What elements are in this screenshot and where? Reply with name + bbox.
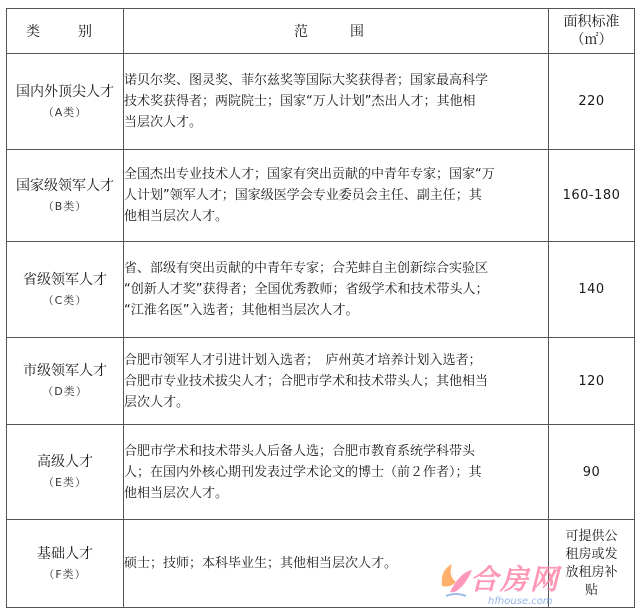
category-code: （E类） bbox=[43, 476, 87, 489]
area-value: 90 bbox=[549, 425, 635, 520]
scope-line: 合肥市学术和技术带头人后备人选；合肥市教育系统学科带头 bbox=[124, 443, 476, 459]
scope-cell bbox=[124, 425, 549, 520]
category-code: （C类） bbox=[42, 293, 88, 307]
scope-line: 省、部级有突出贡献的中青年专家；合芜蚌自主创新综合实验区 bbox=[124, 261, 489, 276]
table-row bbox=[7, 242, 635, 338]
category-cell bbox=[7, 338, 124, 425]
scope-line: 技术奖获得者；两院院士；国家“万人计划”杰出人才；其他相 bbox=[124, 94, 476, 109]
header-type: 类 别 bbox=[7, 9, 124, 54]
scope-line: “创新人才奖”获得者；全国优秀教师；省级学术和技术带头人； bbox=[124, 282, 489, 297]
category-cell bbox=[7, 150, 124, 242]
scope-line: 人；在国内外核心期刊发表过学术论文的博士（前２作者）；其 bbox=[124, 464, 482, 480]
scope-line: 诺贝尔奖、图灵奖、菲尔兹奖等国际大奖获得者；国家最高科学 bbox=[124, 73, 489, 88]
scope-line: 当层次人才。 bbox=[124, 115, 203, 130]
scope-line: 人计划”领军人才；国家级医学会专业委员会主任、副主任；其 bbox=[124, 188, 482, 203]
category-code: （B类） bbox=[42, 199, 88, 213]
table-row bbox=[7, 150, 635, 242]
table-row bbox=[7, 338, 635, 425]
scope-line: 层次人才。 bbox=[124, 394, 190, 410]
category-cell bbox=[7, 54, 124, 150]
scope-line: 他相当层次人才。 bbox=[124, 209, 229, 224]
scope-line: 他相当层次人才。 bbox=[124, 485, 229, 501]
scope-cell bbox=[124, 150, 549, 242]
watermark-brand: 合房网 bbox=[470, 563, 561, 596]
area-note-line: 放租房补 bbox=[565, 564, 618, 580]
area-note-line: 租房或发 bbox=[565, 546, 618, 562]
category-name: 省级领军人才 bbox=[23, 271, 107, 288]
scope-cell bbox=[124, 338, 549, 425]
category-name: 高级人才 bbox=[37, 454, 93, 470]
watermark bbox=[436, 552, 640, 615]
watermark-url: hfhouse.com bbox=[488, 596, 553, 607]
talent-housing-table bbox=[6, 8, 635, 608]
header-scope: 范 围 bbox=[124, 9, 549, 54]
area-value: 140 bbox=[549, 242, 635, 338]
table-row bbox=[7, 425, 635, 520]
category-name: 国家级领军人才 bbox=[16, 177, 114, 194]
scope-line: “江淮名医”入选者；其他相当层次人才。 bbox=[124, 303, 359, 318]
table-header-row bbox=[7, 9, 635, 54]
scope-line: 全国杰出专业技术人才；国家有突出贡献的中青年专家；国家“万 bbox=[124, 167, 495, 182]
category-code: （F类） bbox=[43, 567, 87, 581]
category-name: 基础人才 bbox=[37, 545, 93, 562]
area-note-line: 贴 bbox=[584, 582, 598, 598]
scope-line: 硕士；技师；本科毕业生；其他相当层次人才。 bbox=[124, 556, 398, 571]
category-name: 国内外顶尖人才 bbox=[16, 83, 114, 100]
scope-cell bbox=[124, 54, 549, 150]
category-code: （A类） bbox=[42, 105, 88, 119]
area-value: 220 bbox=[549, 54, 635, 150]
table-row bbox=[7, 54, 635, 150]
header-area-title: 面积标准 bbox=[563, 14, 620, 30]
category-cell bbox=[7, 242, 124, 338]
area-value: 120 bbox=[549, 338, 635, 425]
header-area-unit: （㎡） bbox=[570, 32, 613, 48]
category-code: （D类） bbox=[42, 385, 88, 398]
category-cell bbox=[7, 520, 124, 608]
header-area bbox=[549, 9, 635, 54]
area-note-line: 可提供公 bbox=[565, 528, 618, 544]
scope-line: 合肥市专业技术拔尖人才；合肥市学术和技术带头人；其他相当 bbox=[124, 373, 489, 389]
category-name: 市级领军人才 bbox=[23, 363, 107, 379]
scope-line: 合肥市领军人才引进计划入选者； 庐州英才培养计划入选者； bbox=[124, 352, 482, 368]
category-cell bbox=[7, 425, 124, 520]
area-value: 160-180 bbox=[549, 150, 635, 242]
scope-cell bbox=[124, 242, 549, 338]
